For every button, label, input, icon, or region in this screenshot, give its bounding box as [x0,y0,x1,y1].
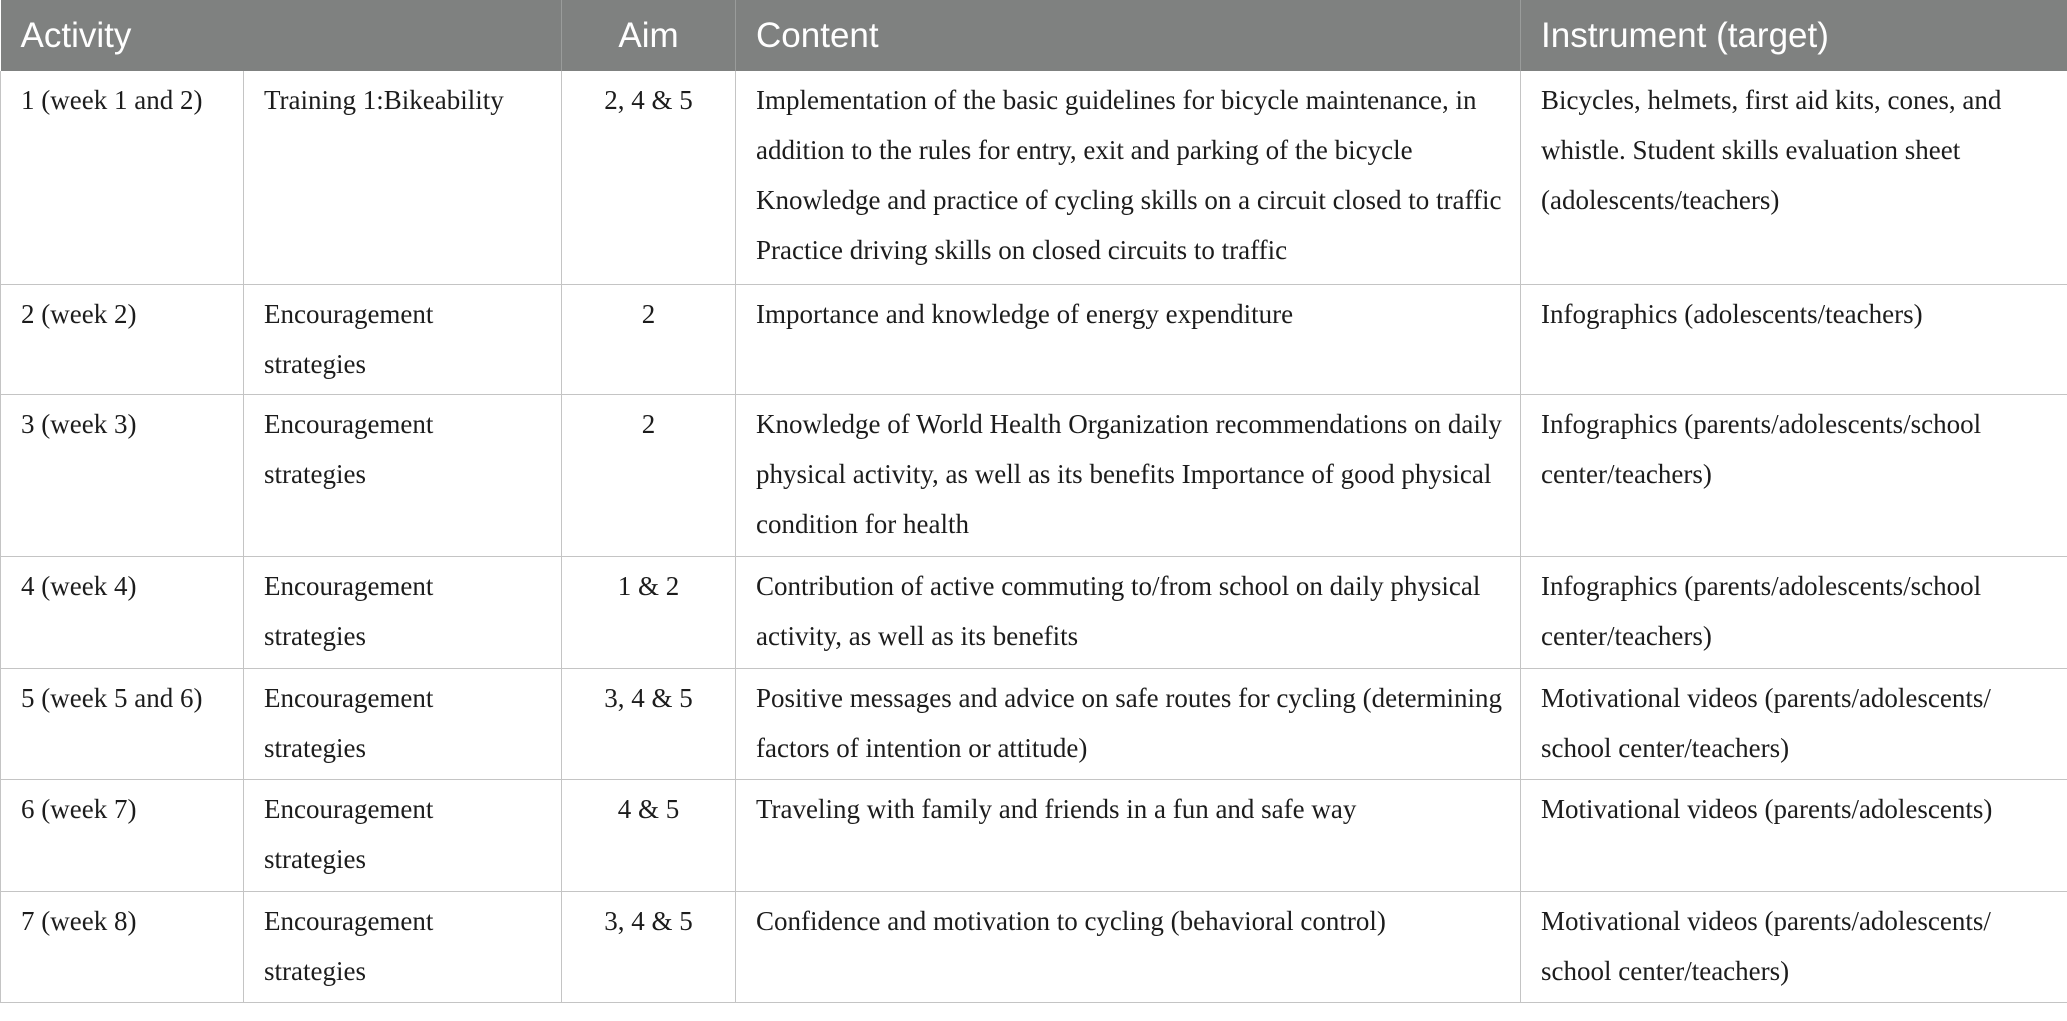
table-row [1,891,2067,1002]
cell-type: Encouragement strategies [244,394,562,556]
cell-type: Encouragement strategies [244,556,562,668]
cell-content: Confidence and motivation to cycling (behavioral control) [736,891,1521,1002]
cell-content: Contribution of active commuting to/from school on daily physical activity, as well as its benefits [736,556,1521,668]
cell-aim: 4 & 5 [562,779,736,891]
cell-instrument: Infographics (adolescents/teachers) [1521,284,2067,394]
cell-activity: 4 (week 4) [1,556,244,668]
cell-type: Encouragement strategies [244,284,562,394]
cell-instrument: Motivational videos (parents/adolescents) [1521,779,2067,891]
header-aim: Aim [562,0,736,71]
table-body [1,71,2067,1002]
cell-activity: 1 (week 1 and 2) [1,71,244,284]
cell-aim: 3, 4 & 5 [562,668,736,779]
header-row [1,0,2067,71]
cell-aim: 2 [562,284,736,394]
cell-content: Implementation of the basic guidelines for bicycle maintenance, in addition to the rules for entry, exit and parking of the bicycle Knowledge and practice of cycling skills on a circuit closed to traffic Practice driving skills on closed circuits to traffic [736,71,1521,284]
cell-content: Knowledge of World Health Organization recommendations on daily physical activity, as well as its benefits Importance of good physical condition for health [736,394,1521,556]
table-row [1,556,2067,668]
table-header [1,0,2067,71]
table-row [1,284,2067,394]
cell-content: Importance and knowledge of energy expenditure [736,284,1521,394]
cell-instrument: Bicycles, helmets, first aid kits, cones, and whistle. Student skills evaluation sheet (adolescents/teachers) [1521,71,2067,284]
cell-type: Encouragement strategies [244,779,562,891]
cell-activity: 3 (week 3) [1,394,244,556]
cell-type: Training 1:Bikeability [244,71,562,284]
cell-instrument: Motivational videos (parents/adolescents/ school center/teachers) [1521,891,2067,1002]
cell-type: Encouragement strategies [244,891,562,1002]
cell-activity: 2 (week 2) [1,284,244,394]
header-content: Content [736,0,1521,71]
cell-content: Traveling with family and friends in a fun and safe way [736,779,1521,891]
header-instrument: Instrument (target) [1521,0,2067,71]
cell-type: Encouragement strategies [244,668,562,779]
cell-aim: 2, 4 & 5 [562,71,736,284]
cell-activity: 5 (week 5 and 6) [1,668,244,779]
cell-activity: 6 (week 7) [1,779,244,891]
cell-content: Positive messages and advice on safe routes for cycling (determining factors of intention or attitude) [736,668,1521,779]
table-row [1,394,2067,556]
table-row [1,779,2067,891]
header-activity: Activity [1,0,562,71]
cell-instrument: Motivational videos (parents/adolescents/ school center/teachers) [1521,668,2067,779]
cell-aim: 1 & 2 [562,556,736,668]
table-row [1,71,2067,284]
cell-instrument: Infographics (parents/adolescents/school center/teachers) [1521,394,2067,556]
cell-activity: 7 (week 8) [1,891,244,1002]
cell-aim: 2 [562,394,736,556]
cell-aim: 3, 4 & 5 [562,891,736,1002]
table-row [1,668,2067,779]
cell-instrument: Infographics (parents/adolescents/school center/teachers) [1521,556,2067,668]
